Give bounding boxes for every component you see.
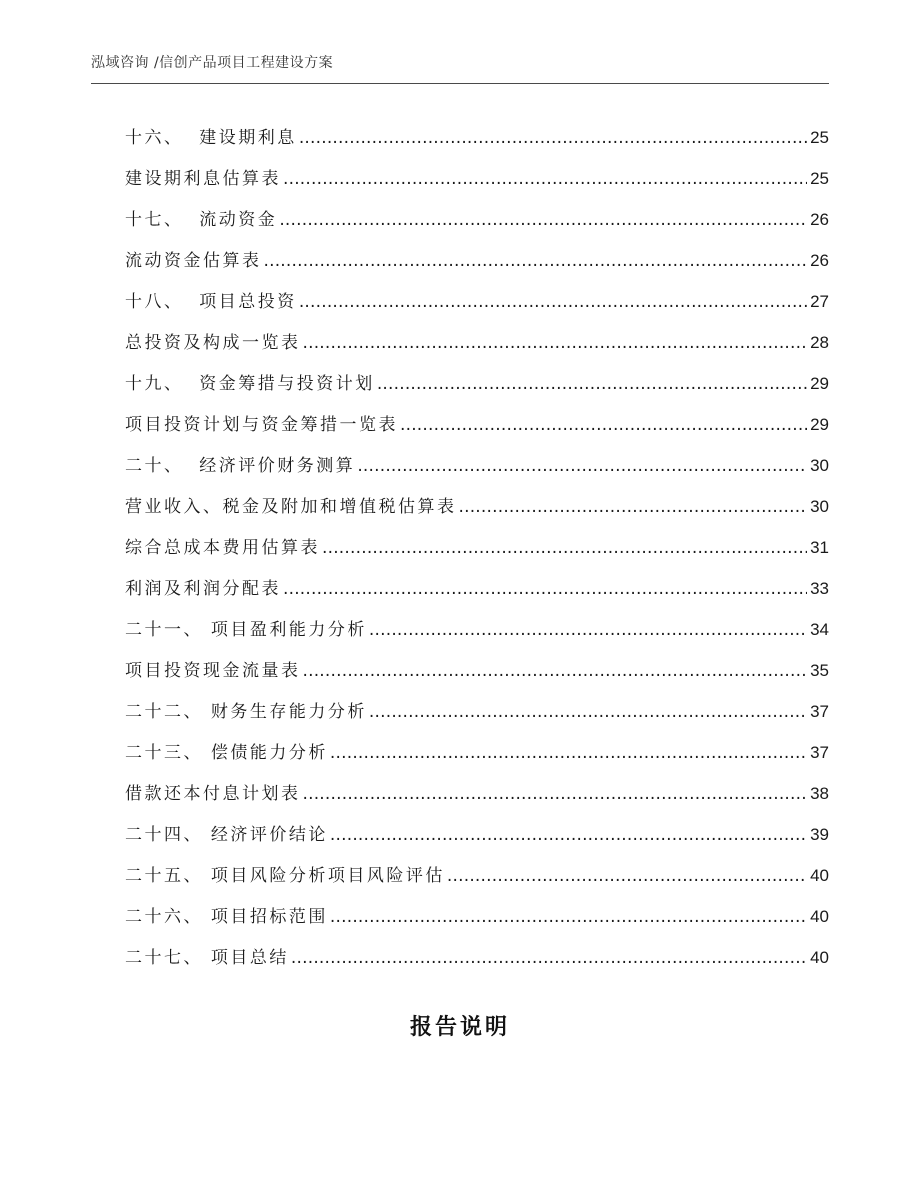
toc-page-number: 29 — [810, 415, 829, 434]
toc-entry-title: 项目投资计划与资金筹措一览表 — [125, 415, 398, 435]
toc-entry[interactable] — [125, 445, 829, 486]
toc-page-number: 33 — [810, 579, 829, 598]
toc-page-number: 40 — [810, 948, 829, 967]
toc-dot-leader — [303, 774, 808, 815]
toc-entry-title: 二十二、 财务生存能力分析 — [125, 702, 367, 722]
toc-entry-title: 二十、 经济评价财务测算 — [125, 456, 356, 476]
toc-entry-title: 综合总成本费用估算表 — [125, 538, 320, 558]
toc-dot-leader — [291, 938, 807, 979]
toc-entry[interactable] — [125, 609, 829, 650]
toc-dot-leader — [303, 651, 808, 692]
toc-entry[interactable] — [125, 855, 829, 896]
toc-entry[interactable] — [125, 732, 829, 773]
toc-entry[interactable] — [125, 199, 829, 240]
toc-entry[interactable] — [125, 281, 829, 322]
toc-page-number: 26 — [810, 251, 829, 270]
toc-entry-title: 十九、 资金筹措与投资计划 — [125, 374, 375, 394]
toc-dot-leader — [303, 323, 808, 364]
toc-entry[interactable] — [125, 937, 829, 978]
toc-page-number: 28 — [810, 333, 829, 352]
toc-entry-title: 十八、 项目总投资 — [125, 292, 297, 312]
toc-page-number: 37 — [810, 743, 829, 762]
toc-entry[interactable] — [125, 158, 829, 199]
toc-page-number: 37 — [810, 702, 829, 721]
toc-entry[interactable] — [125, 363, 829, 404]
toc-entry-title: 二十七、 项目总结 — [125, 948, 289, 968]
toc-page-number: 31 — [810, 538, 829, 557]
toc-page-number: 40 — [810, 866, 829, 885]
toc-dot-leader — [330, 733, 807, 774]
toc-entry[interactable] — [125, 896, 829, 937]
toc-dot-leader — [283, 159, 807, 200]
toc-entry-title: 利润及利润分配表 — [125, 579, 281, 599]
toc-page-number: 39 — [810, 825, 829, 844]
toc-dot-leader — [330, 815, 807, 856]
section-heading: 报告说明 — [409, 1015, 510, 1040]
toc-page-number: 30 — [810, 497, 829, 516]
toc-entry-title: 十七、 流动资金 — [125, 210, 278, 230]
page-header: 泓域咨询 /信创产品项目工程建设方案 — [91, 55, 334, 71]
toc-entry-title: 建设期利息估算表 — [125, 169, 281, 189]
toc-page-number: 25 — [810, 169, 829, 188]
toc-entry[interactable] — [125, 486, 829, 527]
toc-entry[interactable] — [125, 404, 829, 445]
toc-entry[interactable] — [125, 568, 829, 609]
toc-page-number: 26 — [810, 210, 829, 229]
table-of-contents — [125, 117, 829, 978]
toc-entry-title: 营业收入、税金及附加和增值税估算表 — [125, 497, 457, 517]
toc-dot-leader — [299, 118, 807, 159]
toc-dot-leader — [400, 405, 807, 446]
toc-dot-leader — [459, 487, 808, 528]
toc-page-number: 27 — [810, 292, 829, 311]
header-divider — [91, 83, 829, 84]
toc-dot-leader — [283, 569, 807, 610]
toc-page-number: 25 — [810, 128, 829, 147]
toc-entry[interactable] — [125, 117, 829, 158]
toc-entry[interactable] — [125, 322, 829, 363]
toc-dot-leader — [357, 446, 807, 487]
toc-page-number: 35 — [810, 661, 829, 680]
toc-entry-title: 项目投资现金流量表 — [125, 661, 301, 681]
toc-dot-leader — [377, 364, 807, 405]
toc-entry-title: 二十三、 偿债能力分析 — [125, 743, 328, 763]
toc-entry-title: 流动资金估算表 — [125, 251, 262, 271]
toc-entry-title: 二十四、 经济评价结论 — [125, 825, 328, 845]
toc-dot-leader — [369, 692, 807, 733]
toc-entry[interactable] — [125, 650, 829, 691]
toc-dot-leader — [322, 528, 807, 569]
toc-page-number: 30 — [810, 456, 829, 475]
toc-page-number: 38 — [810, 784, 829, 803]
toc-entry-title: 二十六、 项目招标范围 — [125, 907, 328, 927]
toc-entry[interactable] — [125, 773, 829, 814]
toc-dot-leader — [330, 897, 807, 938]
toc-entry[interactable] — [125, 527, 829, 568]
toc-entry[interactable] — [125, 814, 829, 855]
toc-page-number: 40 — [810, 907, 829, 926]
toc-dot-leader — [279, 200, 807, 241]
toc-page-number: 34 — [810, 620, 829, 639]
toc-dot-leader — [369, 610, 807, 651]
toc-entry[interactable] — [125, 240, 829, 281]
toc-page-number: 29 — [810, 374, 829, 393]
toc-dot-leader — [299, 282, 807, 323]
toc-dot-leader — [447, 856, 807, 897]
toc-entry-title: 二十一、 项目盈利能力分析 — [125, 620, 367, 640]
toc-entry-title: 借款还本付息计划表 — [125, 784, 301, 804]
toc-entry[interactable] — [125, 691, 829, 732]
toc-entry-title: 二十五、 项目风险分析项目风险评估 — [125, 866, 445, 886]
toc-entry-title: 总投资及构成一览表 — [125, 333, 301, 353]
toc-dot-leader — [264, 241, 808, 282]
toc-entry-title: 十六、 建设期利息 — [125, 128, 297, 148]
